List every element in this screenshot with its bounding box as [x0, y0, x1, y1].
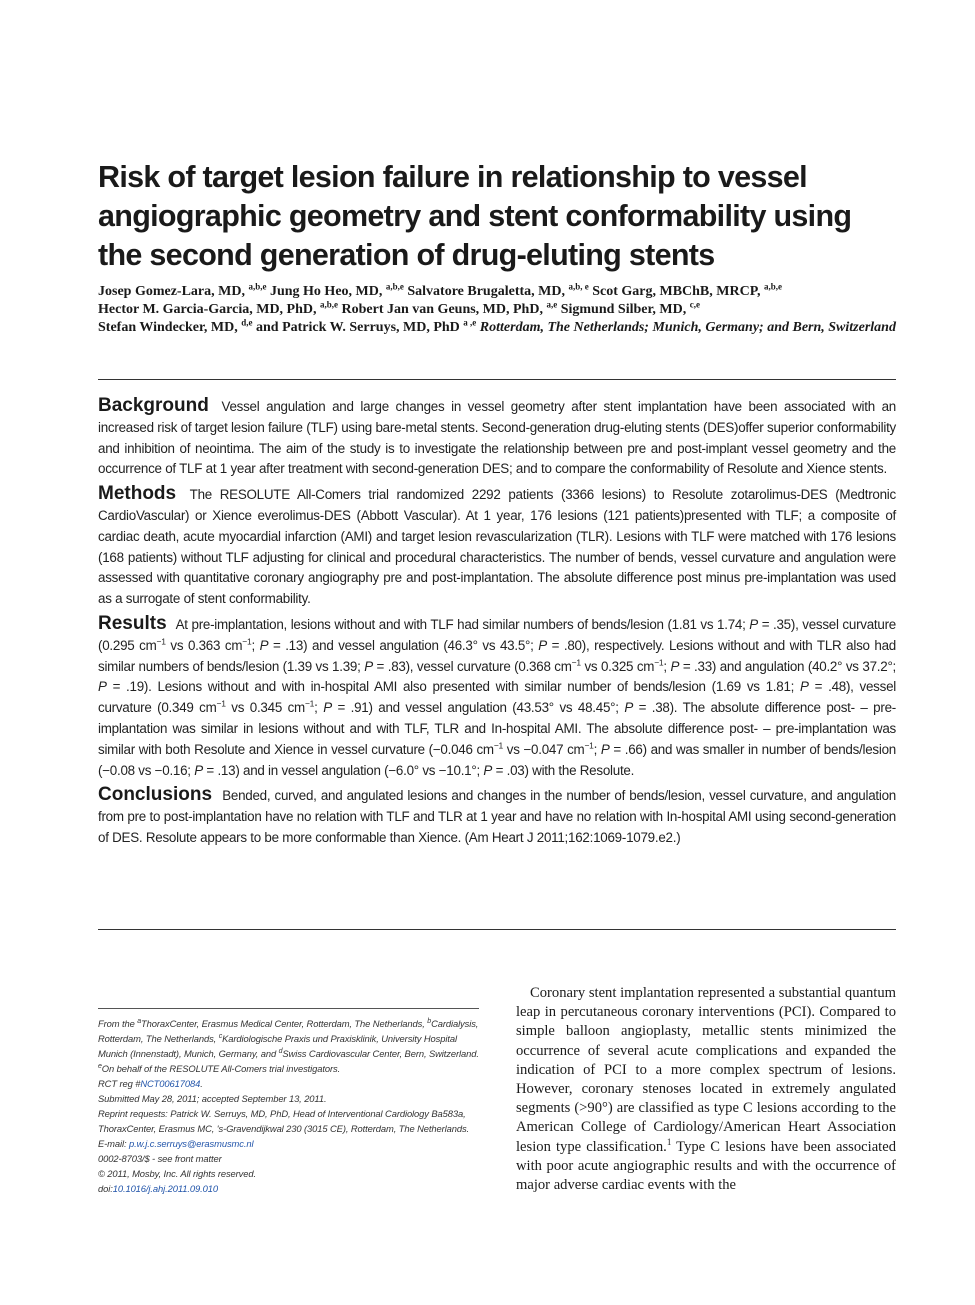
author-affiliation-marks: a,b, e: [568, 281, 589, 292]
author-name: and Patrick W. Serruys, MD, PhD: [256, 320, 460, 335]
author-name: Jung Ho Heo, MD,: [269, 284, 383, 299]
article-title: Risk of target lesion failure in relationship to vessel angiographic geometry and stent conformability using the second generation of drug-eluting stents: [98, 160, 852, 272]
abstract-background: [98, 396, 896, 480]
footnote-email: E-mail: p.w.j.c.serruys@erasmusmc.nl: [98, 1138, 254, 1149]
body-text-column: [516, 984, 896, 1195]
author-list: [98, 283, 898, 337]
author-name: Stefan Windecker, MD,: [98, 320, 238, 335]
rct-registration-link[interactable]: NCT00617084: [140, 1078, 201, 1089]
footnote-issn: 0002-8703/$ - see front matter: [98, 1153, 222, 1164]
author-name: Salvatore Brugaletta, MD,: [407, 284, 565, 299]
conclusions-text: Bended, curved, and angulated lesions and changes in the number of bends/lesion, vessel curvature, and angulation from pre to post-implantation have no relation with TLF and TLR at 1 year and have no relation with In-hospital AMI using second-generation of DES. Resolute appears to be more conformable than Xience. (Am Heart J 2011;162:1069-1079.e2.): [98, 788, 896, 845]
background-text: Vessel angulation and large changes in vessel geometry after stent implantation have been associated with an increased risk of target lesion failure (TLF) using bare-metal stents. Second-generation drug-eluting stents (DES)offer superior conformability and inhibition of neointima. The aim of the study is to investigate the relationship between pre and post-implant vessel geometry and the occurrence of TLF at 1 year after treatment with second-generation DES; and to compare the conformability of Resolute and Xience stents.: [98, 399, 896, 477]
author-affiliation-marks: c,e: [689, 299, 700, 310]
intro-paragraph: Coronary stent implantation represented a substantial quantum leap in percutaneous coronary interventions (PCI). Compared to simple balloon angioplasty, metallic stents minimized the occurrence of several acute complications and expanded the indication of PCI to a more complex spectrum of lesions. However, coronary stenoses located in extremely angulated segments (>90°) are classified as type C lesions according to the American College of Cardiology/American Heart Association lesion type classification.: [516, 985, 896, 1155]
affiliation-locations: Rotterdam, The Netherlands; Munich, Germany; and Bern, Switzerland: [479, 320, 896, 335]
abstract-top-rule: [98, 379, 896, 380]
footnote-rct: RCT reg #NCT00617084.: [98, 1078, 203, 1089]
abstract-methods: [98, 484, 896, 610]
abstract-bottom-rule: [98, 929, 896, 930]
author-affiliation-marks: a,b,e: [248, 281, 267, 292]
results-text: At pre-implantation, lesions without and with TLF had similar numbers of bends/lesion (1.81 vs 1.74; P = .35), vessel curvature (0.295 $cm^{-1}$ vs 0.363 $cm^{-1}$; P = .13) and vessel angulation (46.3° vs 43.5°; P = .80), respectively. Lesions without and with TLR also had similar numbers of bends/lesion (1.39 vs 1.39; P = .83), vessel curvature (0.368 $cm^{-1}$ vs 0.325 $cm^{-1}$; P = .33) and angulation (40.2° vs 37.2°; P = .19). Lesions without and with in-hospital AMI also presented with similar number of bends/lesion (1.69 vs 1.81; P = .48), vessel curvature (0.349 $cm^{-1}$ vs 0.345 $cm^{-1}$; P = .91) and vessel angulation (43.53° vs 48.45°; P = .38). The absolute difference post- – pre-implantation was similar in lesions without and with TLF, TLR and In-hospital AMI. The absolute difference post- – pre-implantation was similar with both Resolute and Xience in vessel curvature (−0.046 $cm^{-1}$ vs −0.047 $cm^{-1}$; P = .66) and was smaller in number of bends/lesion (−0.08 vs −0.16; P = .13) and in vessel angulation (−6.0° vs −10.1°; P = .03) with the Resolute.: [98, 616, 897, 778]
footnote-divider: [98, 1008, 479, 1009]
author-affiliation-marks: a,b,e: [763, 281, 782, 292]
results-heading: Results: [98, 612, 167, 634]
author-affiliation-marks: a,b,e: [385, 281, 404, 292]
abstract-results: [98, 614, 896, 781]
footnotes: [98, 1016, 479, 1196]
footnote-copyright: © 2011, Mosby, Inc. All rights reserved.: [98, 1168, 257, 1179]
author-affiliation-marks: d,e: [241, 317, 253, 328]
author-name: Scot Garg, MBChB, MRCP,: [592, 284, 761, 299]
abstract: [98, 396, 896, 853]
author-affiliation-marks: a,e: [546, 299, 558, 310]
methods-heading: Methods: [98, 483, 177, 505]
email-link[interactable]: p.w.j.c.serruys@erasmusmc.nl: [128, 1138, 254, 1149]
doi-link[interactable]: 10.1016/j.ahj.2011.09.010: [112, 1183, 218, 1194]
footnote-on-behalf: $^e$On behalf of the RESOLUTE All-Comers trial investigators.: [98, 1062, 341, 1074]
abstract-conclusions: [98, 785, 896, 848]
author-affiliation-marks: a ,e: [463, 317, 477, 328]
author-name: Robert Jan van Geuns, MD, PhD,: [341, 302, 543, 317]
reference-marker[interactable]: 1: [666, 1136, 672, 1147]
author-affiliation-marks: a,b,e: [320, 299, 338, 310]
author-name: Sigmund Silber, MD,: [560, 302, 687, 317]
methods-text: The RESOLUTE All-Comers trial randomized 2292 patients (3366 lesions) to Resolute zotarolimus-DES (Medtronic CardioVascular) or Xience everolimus-DES (Abbott Vascular). At 1 year, 176 lesions (121 patients)presented with TLF; a composite of cardiac death, acute myocardial infarction (AMI) and target lesion revascularization (TLR). Lesions with TLF were matched with 176 lesions (168 patients) without TLF adjusting for clinical and procedural characteristics. The number of bends, vessel curvature and angulation were assessed with quantitative coronary angiography pre and post-implantation. The absolute difference post minus pre-implantation was used as a surrogate of stent conformability.: [98, 487, 896, 607]
conclusions-heading: Conclusions: [98, 784, 213, 806]
author-name: Hector M. Garcia-Garcia, MD, PhD,: [98, 302, 317, 317]
intro-paragraph-continued: Type C lesions have been associated with poor acute angiographic results and with the occurrence of major adverse cardiac events with the: [516, 1138, 896, 1194]
background-heading: Background: [98, 395, 209, 416]
footnote-affiliations: From the $^a$ThoraxCenter, Erasmus Medical Center, Rotterdam, The Netherlands, $^b$Cardialysis, Rotterdam, The Netherlands, $^c$Kardiologische Praxis und Praxisklinik, University Hospital Munich (Innenstadt), Munich, Germany, and $^d$Swiss Cardiovascular Center, Bern, Switzerland.: [98, 1017, 479, 1059]
footnote-submitted: Submitted May 28, 2011; accepted September 13, 2011.: [98, 1093, 327, 1104]
footnote-reprint: Reprint requests: Patrick W. Serruys, MD, PhD, Head of Interventional Cardiology Ba583a, ThoraxCenter, Erasmus MC, 's-Gravendijkwal 230 (3015 CE), Rotterdam, The Netherlands.: [98, 1108, 470, 1134]
footnote-doi: doi:10.1016/j.ahj.2011.09.010: [98, 1183, 218, 1194]
author-name: Josep Gomez-Lara, MD,: [98, 284, 245, 299]
